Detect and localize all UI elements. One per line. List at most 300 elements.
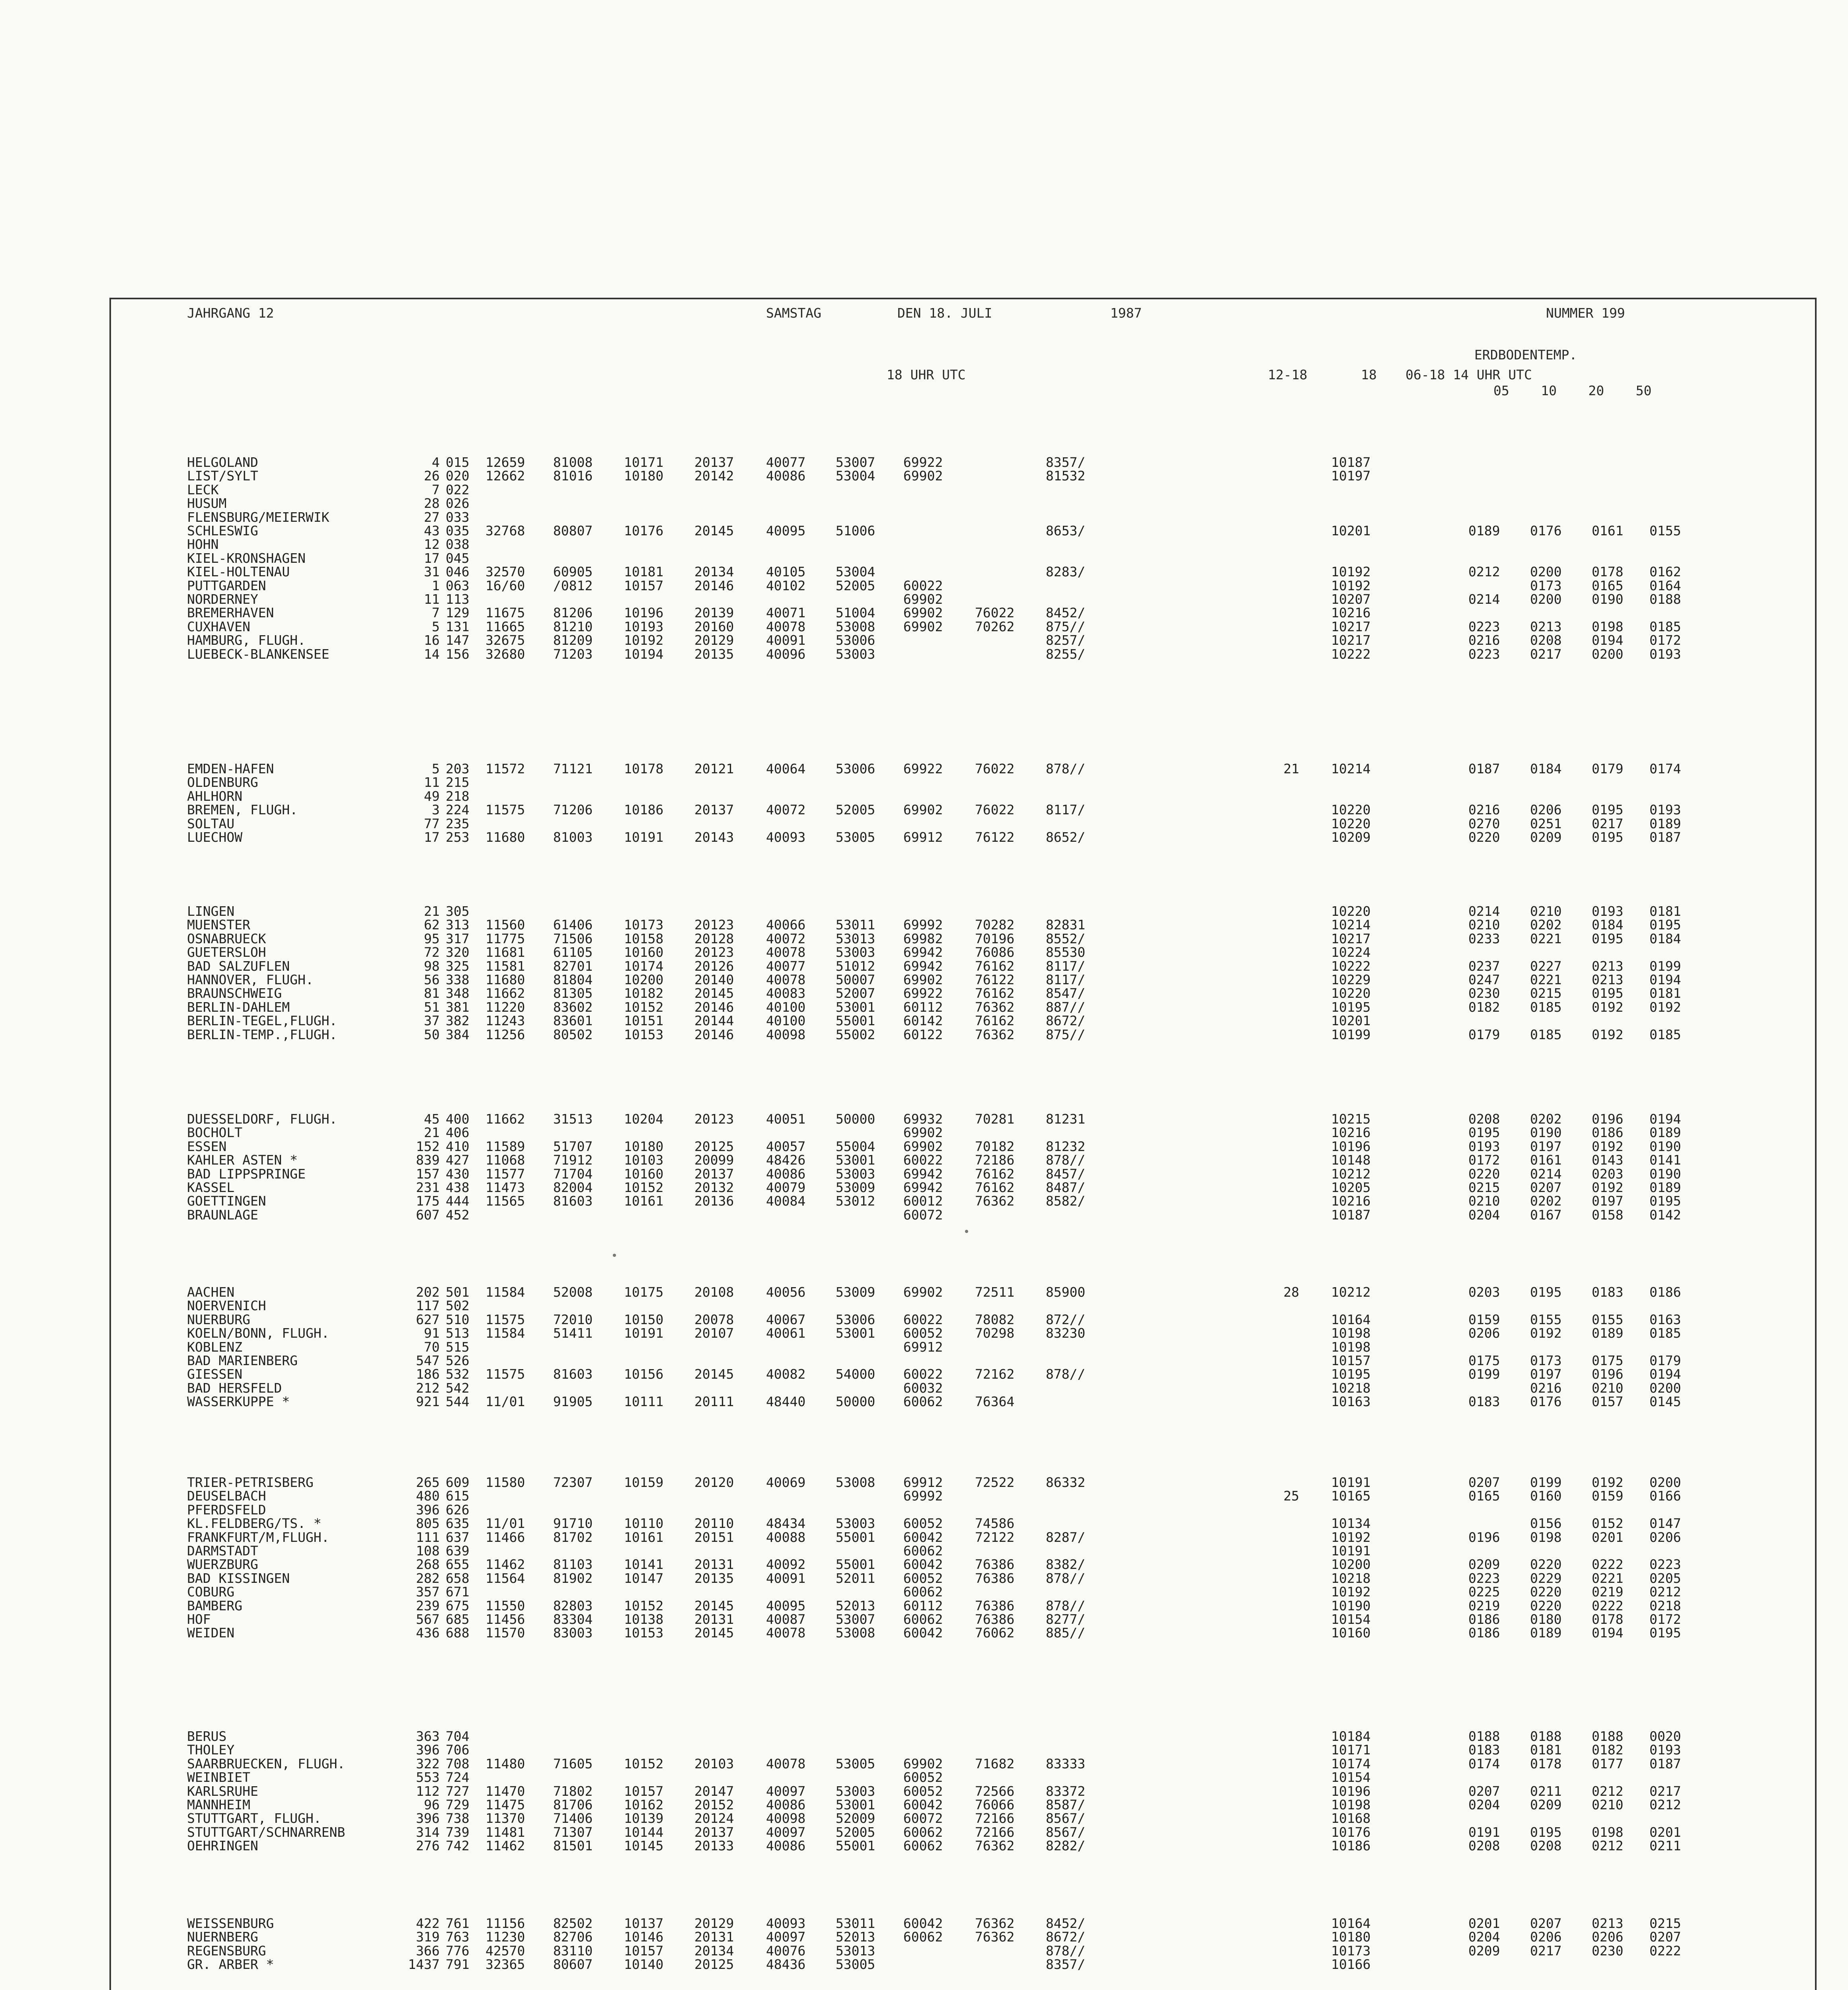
soil-temp-50: 0206	[1649, 1529, 1681, 1545]
table-row	[0, 762, 1848, 776]
station-index: 382	[446, 1013, 470, 1029]
soil-temp-20: 0195	[1592, 985, 1624, 1001]
tendency-group: 53001	[836, 1797, 875, 1812]
soil-temp-20: 0217	[1592, 816, 1624, 831]
soil-temp-20: 0192	[1592, 1475, 1624, 1490]
soil-temp-50: 0181	[1649, 985, 1681, 1001]
pressure-group: 48434	[766, 1516, 806, 1532]
max-min-temp: 10198	[1331, 1797, 1371, 1812]
dewpoint-group: 20132	[694, 1180, 734, 1195]
precip-group: 60062	[903, 1612, 943, 1627]
soil-temp-50: 0205	[1649, 1570, 1681, 1586]
soil-temp-10: 0216	[1530, 1380, 1562, 1396]
precip-group: 60022	[903, 1152, 943, 1168]
cloud-group: 878//	[1046, 1943, 1086, 1959]
soil-temp-50: 0211	[1649, 1838, 1681, 1854]
soil-temp-20: 0189	[1592, 1325, 1624, 1341]
tendency-group: 53004	[836, 468, 875, 484]
nddff: 81210	[553, 618, 593, 634]
iihvv: 11462	[485, 1557, 525, 1572]
cloud-group: 8277/	[1046, 1612, 1086, 1627]
soil-temp-10: 0161	[1530, 1152, 1562, 1168]
station-name: FRANKFURT/M,FLUGH.	[187, 1529, 329, 1545]
soil-temp-20: 0221	[1592, 1570, 1624, 1586]
soil-temp-05: 0159	[1468, 1311, 1500, 1327]
table-row	[0, 1299, 1848, 1313]
station-name: HELGOLAND	[187, 455, 258, 470]
pressure-group: 40091	[766, 632, 806, 648]
temp-group: 10161	[624, 1193, 664, 1209]
soil-temp-20: 0200	[1592, 646, 1624, 662]
station-name: NOERVENICH	[187, 1298, 266, 1314]
precip-group: 69902	[903, 972, 943, 987]
nddff: 81209	[553, 632, 593, 648]
iihvv: 11575	[485, 1366, 525, 1382]
temp-group: 10204	[624, 1111, 664, 1127]
temp-group: 10171	[624, 455, 664, 470]
soil-temp-50: 0189	[1649, 816, 1681, 831]
soil-temp-10: 0188	[1530, 1729, 1562, 1744]
dewpoint-group: 20134	[694, 564, 734, 580]
max-min-temp: 10229	[1331, 972, 1371, 987]
station-index: 410	[446, 1138, 470, 1154]
temp-group: 10137	[624, 1916, 664, 1931]
weather-group: 72162	[975, 1366, 1015, 1382]
temp-group: 10180	[624, 468, 664, 484]
soil-temp-10: 0173	[1530, 577, 1562, 593]
temp-group: 10140	[624, 1957, 664, 1972]
station-index: 452	[446, 1207, 470, 1223]
soil-temp-20: 0196	[1592, 1111, 1624, 1127]
station-index: 430	[446, 1166, 470, 1182]
table-row	[0, 1313, 1848, 1327]
soil-temp-50: 0194	[1649, 1111, 1681, 1127]
nddff: 81804	[553, 972, 593, 987]
soil-temp-20: 0152	[1592, 1516, 1624, 1532]
station-name: EMDEN-HAFEN	[187, 761, 274, 776]
soil-time-heading: 06-18 14 UHR UTC	[1405, 367, 1532, 382]
tendency-group: 53008	[836, 1625, 875, 1641]
temp-group: 10151	[624, 1013, 664, 1029]
station-index: 438	[446, 1180, 470, 1195]
soil-temp-05: 0209	[1468, 1943, 1500, 1959]
temp-group: 10193	[624, 618, 664, 634]
precip-group: 60062	[903, 1543, 943, 1559]
table-row	[0, 1194, 1848, 1208]
elevation: 1	[432, 577, 440, 593]
elevation: 396	[416, 1811, 440, 1826]
soil-temp-05: 0175	[1468, 1353, 1500, 1368]
soil-temp-20: 0183	[1592, 1284, 1624, 1300]
soil-temp-20: 0201	[1592, 1529, 1624, 1545]
cloud-group: 83333	[1046, 1756, 1086, 1771]
soil-temp-05: 0183	[1468, 1394, 1500, 1410]
nddff: 81603	[553, 1366, 593, 1382]
weather-group: 76066	[975, 1797, 1015, 1812]
station-name: KOELN/BONN, FLUGH.	[187, 1325, 329, 1341]
weather-group: 76162	[975, 1013, 1015, 1029]
soil-temp-10: 0202	[1530, 1193, 1562, 1209]
table-row	[0, 1930, 1848, 1944]
col-12-18-heading: 12-18	[1268, 367, 1308, 382]
nddff: 52008	[553, 1284, 593, 1300]
soil-temp-10: 0199	[1530, 1475, 1562, 1490]
iihvv: 32365	[485, 1957, 525, 1972]
soil-temp-50: 0218	[1649, 1598, 1681, 1613]
max-min-temp: 10200	[1331, 1557, 1371, 1572]
tendency-group: 53003	[836, 1516, 875, 1532]
dewpoint-group: 20140	[694, 972, 734, 987]
station-index: 501	[446, 1284, 470, 1300]
cloud-group: 875//	[1046, 1026, 1086, 1042]
soil-temp-05: 0206	[1468, 1325, 1500, 1341]
soil-temp-50: 0147	[1649, 1516, 1681, 1532]
max-min-temp: 10214	[1331, 761, 1371, 776]
cloud-group: 8457/	[1046, 1166, 1086, 1182]
nddff: 83003	[553, 1625, 593, 1641]
soil-temp-20: 0212	[1592, 1838, 1624, 1854]
station-name: PUTTGARDEN	[187, 577, 266, 593]
cloud-group: 887//	[1046, 999, 1086, 1015]
soil-temp-10: 0220	[1530, 1598, 1562, 1613]
table-row	[0, 1001, 1848, 1014]
iihvv: 11256	[485, 1026, 525, 1042]
cloud-group: 875//	[1046, 618, 1086, 634]
max-min-temp: 10192	[1331, 1529, 1371, 1545]
wind-peak: 21	[1283, 761, 1299, 776]
precip-group: 60072	[903, 1811, 943, 1826]
pressure-group: 40078	[766, 944, 806, 960]
dewpoint-group: 20103	[694, 1756, 734, 1771]
soil-temp-50: 0195	[1649, 917, 1681, 933]
elevation: 111	[416, 1529, 440, 1545]
nddff: 61406	[553, 917, 593, 933]
elevation: 212	[416, 1380, 440, 1396]
weather-group: 70282	[975, 917, 1015, 933]
elevation: 3	[432, 802, 440, 818]
station-index: 688	[446, 1625, 470, 1641]
station-name: KARLSRUHE	[187, 1783, 258, 1799]
max-min-temp: 10192	[1331, 577, 1371, 593]
soil-temp-20: 0196	[1592, 1366, 1624, 1382]
tendency-group: 53006	[836, 1311, 875, 1327]
soil-temp-20: 0188	[1592, 1729, 1624, 1744]
tendency-group: 53013	[836, 1943, 875, 1959]
soil-temp-05: 0207	[1468, 1475, 1500, 1490]
station-index: 685	[446, 1612, 470, 1627]
weather-group: 70196	[975, 931, 1015, 946]
elevation: 81	[424, 985, 440, 1001]
elevation: 567	[416, 1612, 440, 1627]
tendency-group: 50000	[836, 1111, 875, 1127]
soil-temp-20: 0219	[1592, 1584, 1624, 1600]
table-row	[0, 1812, 1848, 1825]
precip-group: 60052	[903, 1516, 943, 1532]
max-min-temp: 10212	[1331, 1284, 1371, 1300]
soil-temp-20: 0192	[1592, 1026, 1624, 1042]
temp-group: 10146	[624, 1929, 664, 1945]
temp-group: 10173	[624, 917, 664, 933]
temp-group: 10144	[624, 1824, 664, 1840]
soil-temp-10: 0221	[1530, 931, 1562, 946]
soil-temp-10: 0185	[1530, 999, 1562, 1015]
table-row	[0, 579, 1848, 593]
station-name: HOF	[187, 1612, 211, 1627]
elevation: 396	[416, 1742, 440, 1758]
max-min-temp: 10222	[1331, 958, 1371, 974]
soil-temp-50: 0212	[1649, 1584, 1681, 1600]
soil-temp-50: 0181	[1649, 903, 1681, 919]
max-min-temp: 10165	[1331, 1488, 1371, 1504]
soil-temp-05: 0247	[1468, 972, 1500, 987]
station-name: KIEL-HOLTENAU	[187, 564, 290, 580]
soil-temp-05: 0203	[1468, 1284, 1500, 1300]
iihvv: 11230	[485, 1929, 525, 1945]
soil-temp-10: 0208	[1530, 1838, 1562, 1854]
dewpoint-group: 20123	[694, 917, 734, 933]
soil-temp-20: 0222	[1592, 1557, 1624, 1572]
station-name: BAD SALZUFLEN	[187, 958, 290, 974]
station-index: 513	[446, 1325, 470, 1341]
elevation: 31	[424, 564, 440, 580]
soil-temp-10: 0220	[1530, 1584, 1562, 1600]
max-min-temp: 10195	[1331, 999, 1371, 1015]
precip-group: 60142	[903, 1013, 943, 1029]
dewpoint-group: 20129	[694, 632, 734, 648]
pressure-group: 40086	[766, 1797, 806, 1812]
station-name: HUSUM	[187, 496, 227, 511]
precip-group: 69922	[903, 985, 943, 1001]
nddff: 71406	[553, 1811, 593, 1826]
table-row	[0, 1585, 1848, 1599]
nddff: 82803	[553, 1598, 593, 1613]
iihvv: 11680	[485, 829, 525, 845]
iihvv: 12662	[485, 468, 525, 484]
station-name: GR. ARBER *	[187, 1957, 274, 1972]
soil-temp-50: 0185	[1649, 618, 1681, 634]
elevation: 117	[416, 1298, 440, 1314]
nddff: 80607	[553, 1957, 593, 1972]
temp-group: 10139	[624, 1811, 664, 1826]
max-min-temp: 10207	[1331, 591, 1371, 607]
weather-group: 72122	[975, 1529, 1015, 1545]
soil-temp-05: 0220	[1468, 1166, 1500, 1182]
elevation: 45	[424, 1111, 440, 1127]
max-min-temp: 10215	[1331, 1111, 1371, 1127]
precip-group: 69902	[903, 468, 943, 484]
max-min-temp: 10199	[1331, 1026, 1371, 1042]
station-name: STUTTGART, FLUGH.	[187, 1811, 322, 1826]
cloud-group: 8672/	[1046, 1013, 1086, 1029]
soil-temp-10: 0200	[1530, 591, 1562, 607]
elevation: 70	[424, 1339, 440, 1355]
max-min-temp: 10216	[1331, 605, 1371, 621]
station-index: 724	[446, 1770, 470, 1785]
precip-group: 69902	[903, 605, 943, 621]
station-name: NORDERNEY	[187, 591, 258, 607]
temp-group: 10196	[624, 605, 664, 621]
temp-group: 10175	[624, 1284, 664, 1300]
nddff: 71121	[553, 761, 593, 776]
tendency-group: 51006	[836, 523, 875, 538]
soil-temp-50: 0193	[1649, 1742, 1681, 1758]
dewpoint-group: 20145	[694, 1366, 734, 1382]
precip-group: 69942	[903, 1180, 943, 1195]
pressure-group: 40088	[766, 1529, 806, 1545]
iihvv: 11156	[485, 1916, 525, 1931]
soil-temp-20: 0197	[1592, 1193, 1624, 1209]
temp-group: 10152	[624, 999, 664, 1015]
soil-temp-10: 0185	[1530, 1026, 1562, 1042]
max-min-temp: 10186	[1331, 1838, 1371, 1854]
iihvv: 11565	[485, 1193, 525, 1209]
table-row	[0, 1531, 1848, 1544]
temp-group: 10152	[624, 1180, 664, 1195]
temp-group: 10182	[624, 985, 664, 1001]
nddff: 71203	[553, 646, 593, 662]
dewpoint-group: 20125	[694, 1957, 734, 1972]
nddff: 71307	[553, 1824, 593, 1840]
precip-group: 69982	[903, 931, 943, 946]
soil-temp-50: 0155	[1649, 523, 1681, 538]
station-index: 113	[446, 591, 470, 607]
iihvv: 11/01	[485, 1394, 525, 1410]
dewpoint-group: 20120	[694, 1475, 734, 1490]
weather-group: 78082	[975, 1311, 1015, 1327]
table-row	[0, 790, 1848, 803]
station-index: 325	[446, 958, 470, 974]
tendency-group: 53005	[836, 1957, 875, 1972]
dewpoint-group: 20125	[694, 1138, 734, 1154]
iihvv: 11481	[485, 1824, 525, 1840]
precip-group: 69902	[903, 1138, 943, 1154]
elevation: 202	[416, 1284, 440, 1300]
station-index: 320	[446, 944, 470, 960]
elevation: 627	[416, 1311, 440, 1327]
station-name: LUECHOW	[187, 829, 243, 845]
cloud-group: 878//	[1046, 1570, 1086, 1586]
precip-group: 69942	[903, 944, 943, 960]
tendency-group: 53013	[836, 931, 875, 946]
temp-group: 10162	[624, 1797, 664, 1812]
max-min-temp: 10222	[1331, 646, 1371, 662]
weather-group: 76386	[975, 1598, 1015, 1613]
soil-temp-50: 0217	[1649, 1783, 1681, 1799]
station-index: 046	[446, 564, 470, 580]
tendency-group: 53003	[836, 944, 875, 960]
weather-group: 76162	[975, 985, 1015, 1001]
soil-temp-10: 0160	[1530, 1488, 1562, 1504]
station-index: 026	[446, 496, 470, 511]
station-name: BAD KISSINGEN	[187, 1570, 290, 1586]
elevation: 7	[432, 482, 440, 498]
station-name: REGENSBURG	[187, 1943, 266, 1959]
pressure-group: 40105	[766, 564, 806, 580]
soil-temp-20: 0179	[1592, 761, 1624, 776]
soil-temp-20: 0161	[1592, 523, 1624, 538]
station-index: 706	[446, 1742, 470, 1758]
tendency-group: 55002	[836, 1026, 875, 1042]
tendency-group: 55001	[836, 1557, 875, 1572]
station-index: 635	[446, 1516, 470, 1532]
elevation: 363	[416, 1729, 440, 1744]
tendency-group: 52009	[836, 1811, 875, 1826]
station-index: 381	[446, 999, 470, 1015]
temp-group: 10157	[624, 1783, 664, 1799]
soil-temp-20: 0212	[1592, 1783, 1624, 1799]
soil-temp-05: 0204	[1468, 1797, 1500, 1812]
iihvv: 16/60	[485, 577, 525, 593]
soil-temp-05: 0183	[1468, 1742, 1500, 1758]
station-index: 215	[446, 775, 470, 790]
cloud-group: 8117/	[1046, 972, 1086, 987]
dewpoint-group: 20143	[694, 829, 734, 845]
pressure-group: 48436	[766, 1957, 806, 1972]
pressure-group: 48426	[766, 1152, 806, 1168]
soil-temp-20: 0184	[1592, 917, 1624, 933]
pressure-group: 40092	[766, 1557, 806, 1572]
soil-temp-50: 0185	[1649, 1026, 1681, 1042]
soil-temp-05: 0214	[1468, 591, 1500, 607]
station-name: BAD MARIENBERG	[187, 1353, 298, 1368]
cloud-group: 86332	[1046, 1475, 1086, 1490]
tendency-group: 53012	[836, 1193, 875, 1209]
soil-temp-20: 0194	[1592, 1625, 1624, 1641]
iihvv: 11577	[485, 1166, 525, 1182]
max-min-temp: 10217	[1331, 632, 1371, 648]
cloud-group: 8567/	[1046, 1824, 1086, 1840]
soil-temp-50: 0185	[1649, 1325, 1681, 1341]
table-row	[0, 1167, 1848, 1181]
station-name: BREMERHAVEN	[187, 605, 274, 621]
nddff: 81008	[553, 455, 593, 470]
soil-temp-50: 0193	[1649, 646, 1681, 662]
weather-group: 76162	[975, 1166, 1015, 1182]
nddff: 91905	[553, 1394, 593, 1410]
table-row	[0, 1014, 1848, 1028]
soil-temp-10: 0190	[1530, 1125, 1562, 1141]
dewpoint-group: 20146	[694, 1026, 734, 1042]
station-name: BOCHOLT	[187, 1125, 243, 1141]
iihvv: 11564	[485, 1570, 525, 1586]
table-row	[0, 511, 1848, 524]
weather-group: 76364	[975, 1394, 1015, 1410]
soil-temp-05: 0230	[1468, 985, 1500, 1001]
soil-temp-20: 0210	[1592, 1380, 1624, 1396]
cloud-group: 885//	[1046, 1625, 1086, 1641]
table-row	[0, 1286, 1848, 1299]
elevation: 319	[416, 1929, 440, 1945]
dewpoint-group: 20160	[694, 618, 734, 634]
cloud-group: 8672/	[1046, 1929, 1086, 1945]
nddff: 81016	[553, 468, 593, 484]
temp-group: 10161	[624, 1529, 664, 1545]
temp-group: 10103	[624, 1152, 664, 1168]
max-min-temp: 10216	[1331, 1125, 1371, 1141]
station-name: KL.FELDBERG/TS. *	[187, 1516, 322, 1532]
soil-temp-20: 0192	[1592, 1180, 1624, 1195]
precip-group: 60052	[903, 1783, 943, 1799]
table-row	[0, 483, 1848, 497]
nddff: 83601	[553, 1013, 593, 1029]
soil-temp-10: 0217	[1530, 646, 1562, 662]
station-index: 671	[446, 1584, 470, 1600]
tendency-group: 50007	[836, 972, 875, 987]
soil-temp-10: 0220	[1530, 1557, 1562, 1572]
cloud-group: 83230	[1046, 1325, 1086, 1341]
temp-group: 10191	[624, 829, 664, 845]
soil-temp-05: 0208	[1468, 1111, 1500, 1127]
